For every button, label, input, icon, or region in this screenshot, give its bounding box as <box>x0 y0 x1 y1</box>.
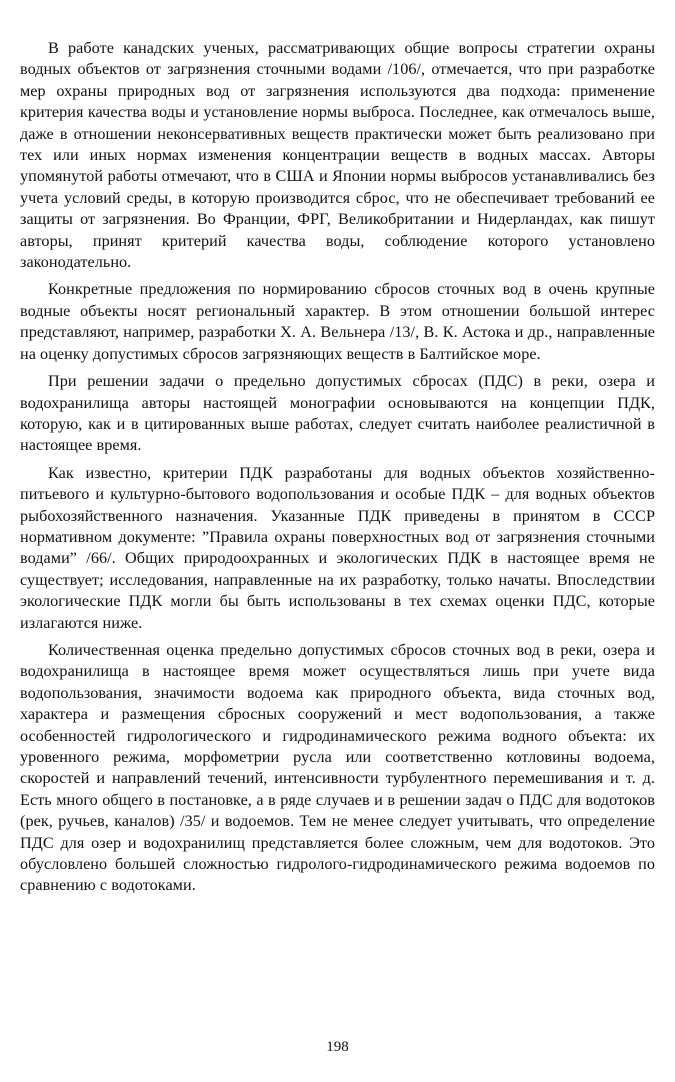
paragraph-5: Количественная оценка предельно допустимых сбросов сточных вод в реки, озера и водохранилища в настоящее время может осуществляться лишь при учете вида водопользования, значимости водоема как природного объекта, вида сточных вод, характера и размещения сбросных сооружений и мест водопользования, а также особенностей гидрологического и гидродинамического режима водного объекта: их уровенного режима, морфометрии русла или соответственно котловины водоема, скоростей и направлений течений, интенсивности турбулентного перемешивания и т. д. Есть много общего в постановке, а в ряде случаев и в решении задач о ПДС для водотоков (рек, ручьев, каналов) /35/ и водоемов. Тем не менее следует учитывать, что определение ПДС для озер и водохранилищ представляется более сложным, чем для водотоков. Это обусловлено большей сложностью гидролого-гидродинамического режима водоемов по сравнению с водотоками. <box>20 640 655 895</box>
paragraph-4: Как известно, критерии ПДК разработаны для водных объектов хозяйственно-питьевого и культурно-бытового водопользования и особые ПДК – для водных объектов рыбохозяйственного назначения. Указанные ПДК приведены в принятом в СССР нормативном документе: ”Правила охраны поверхностных вод от загрязнения сточными водами” /66/. Общих природоохранных и экологических ПДК в настоящее время не существует; исследования, направленные на их разработку, только начаты. Впоследствии экологические ПДК могли бы быть использованы в тех схемах оценки ПДС, которые излагаются ниже. <box>20 463 655 632</box>
paragraph-1: В работе канадских ученых, рассматривающих общие вопросы стратегии охраны водных объектов от загрязнения сточными водами /106/, отмечается, что при разработке мер охраны природных вод от загрязнения используются два подхода: применение критерия качества воды и установление нормы выброса. Последнее, как отмечалось выше, даже в отношении неконсервативных веществ практически может быть реализовано при тех или иных нормах изменения концентрации веществ в водных массах. Авторы упомянутой работы отмечают, что в США и Японии нормы выбросов устанавливались без учета условий среды, в которую производится сброс, что не обеспечивает требований ее защиты от загрязнения. Во Франции, ФРГ, Великобритании и Нидерландах, как пишут авторы, принят критерий качества воды, соблюдение которого установлено законодательно. <box>20 39 655 272</box>
paragraph-3: При решении задачи о предельно допустимых сбросах (ПДС) в реки, озера и водохранилища авторы настоящей монографии основываются на концепции ПДК, которую, как и в цитированных выше работах, следует считать наиболее реалистичной в настоящее время. <box>20 372 655 455</box>
page-body <box>20 38 655 903</box>
page-number: 198 <box>326 1039 349 1055</box>
paragraph-2: Конкретные предложения по нормированию сбросов сточных вод в очень крупные водные объекты носят региональный характер. В этом отношении большой интерес представляют, например, разработки Х. А. Вельнера /13/, В. К. Астока и др., направленные на оценку допустимых сбросов загрязняющих веществ в Балтийское море. <box>20 280 655 363</box>
